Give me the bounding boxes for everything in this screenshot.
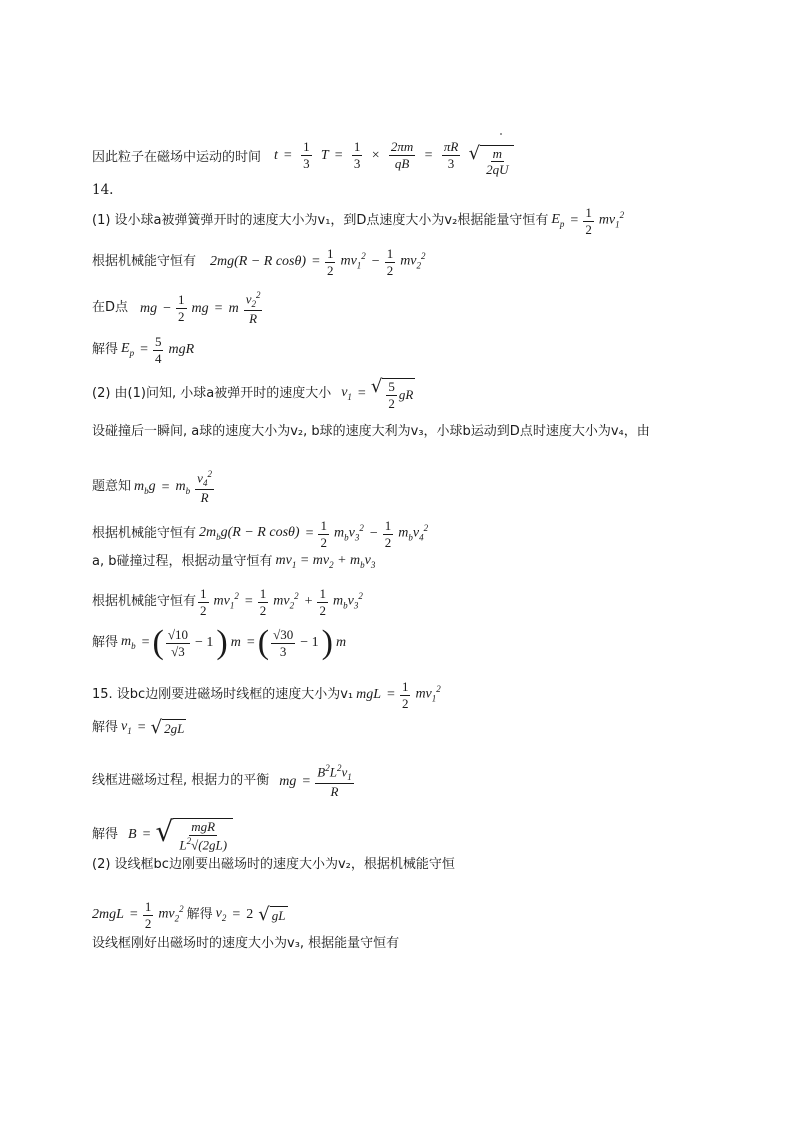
formula-render: t = $\frac{1}{3}$ T = $\frac{1}{3}$ × $\frac{2\pi m}{qB}$ = $\frac{\pi R}{3}$ √ $\frac{m}{2qU}$	[271, 140, 516, 177]
text: 线框进磁场过程, 根据力的平衡	[92, 773, 270, 789]
question-14-number	[92, 183, 754, 198]
text: 解得	[186, 906, 213, 922]
text: 解得	[92, 719, 119, 735]
text: 设碰撞后一瞬间, a球的速度大小为v₂, b球的速度大利为v₃，小球b运动到D点时速度大小为v₄，由	[92, 424, 650, 439]
scan-speck	[500, 133, 502, 135]
text: (1) 设小球a被弹簧弹开时的速度大小为v₁，到D点速度大小为v₂根据能量守恒有	[92, 212, 549, 228]
text: 因此粒子在磁场中运动的时间	[92, 150, 262, 166]
text: 在D点	[92, 300, 129, 316]
line-17	[92, 858, 754, 872]
text: 设线框刚好出磁场时的速度大小为v₃, 根据能量守恒有	[92, 936, 400, 951]
formula	[115, 1110, 430, 1111]
line-16: 解得 B = √ $\frac{\text{mgR}}{L^2√(2gL)}$	[92, 818, 754, 852]
line-19	[92, 937, 754, 951]
text: 15. 设bc边刚要进磁场时线框的速度大小为v₁	[92, 686, 354, 702]
text: a, b碰撞过程，根据动量守恒有	[92, 553, 273, 569]
line-3: 根据机械能守恒有 2mg(R − R cosθ) = $\frac{1}{2}$ $mv_1^2$ − $\frac{1}{2}$ $mv_2^2$	[92, 246, 426, 278]
line-4: 在D点 mg − $\frac{1}{2}$ mg = m $\frac{v_2^2}{R}$	[92, 290, 261, 327]
text: 根据机械能守恒有	[92, 525, 197, 541]
line-1	[92, 140, 754, 177]
text: 解得	[92, 826, 119, 842]
line-8: 题意知 $m_bg$ = $m_b$ $\frac{v_4^2}{R}$	[92, 469, 212, 506]
line-14: 解得 $v_1$ = √ 2gL	[92, 717, 185, 738]
line-11: 根据机械能守恒有 $\frac{1}{2}$ $mv_1^2$ = $\frac{1}{2}$ $mv_2^2$ + $\frac{1}{2}$ $m_bv_3^2$	[92, 586, 363, 618]
line-10: a, b碰撞过程，根据动量守恒有 $mv_1 = mv_2 + m_bv_3$	[92, 553, 376, 570]
line-15: 线框进磁场过程, 根据力的平衡 mg = $\frac{B^2L^2v_1}{R}$	[92, 763, 352, 800]
formula	[628, 1110, 738, 1111]
line-18: 2mgL = $\frac{1}{2}$ $mv_2^2$ 解得 $v_2$ = 2 √ gL	[92, 899, 286, 931]
text: 解得	[92, 634, 119, 650]
text: 根据机械能守恒有	[92, 593, 197, 609]
line-13: 15. 设bc边刚要进磁场时线框的速度大小为v₁ mgL = $\frac{1}{2}$ $mv_1^2$	[92, 679, 441, 711]
line-5: 解得 $E_p$ = $\frac{5}{4}$ mgR	[92, 334, 195, 366]
question-number: 14.	[92, 182, 114, 198]
line-12: 解得 $m_b$ = ( $\frac{√10}{√3}$ − 1 ) m = ( $\frac{√30}{3}$ − 1 ) m	[92, 624, 347, 661]
formula	[0, 1110, 110, 1111]
text: 题意知	[92, 479, 132, 495]
line-6: (2) 由(1)问知, 小球a被弹开时的速度大小 $v_1$ = √ $\frac{5}{2}$ gR	[92, 376, 414, 411]
line-9: 根据机械能守恒有 $2m_bg(R - R$ cosθ) = $\frac{1}{2}$ $m_bv_3^2$ − $\frac{1}{2}$ $m_bv_4^2$	[92, 518, 429, 550]
text: (2) 由(1)问知, 小球a被弹开时的速度大小	[92, 385, 332, 401]
line-7	[92, 425, 754, 439]
text: 解得	[92, 341, 119, 357]
text: 根据机械能守恒有	[92, 253, 197, 269]
line-2: (1) 设小球a被弹簧弹开时的速度大小为v₁，到D点速度大小为v₂根据能量守恒有 $E_p$ = $\frac{1}{2}$ $mv_1^2$	[92, 205, 625, 237]
formula	[435, 1110, 623, 1111]
text: (2) 设线框bc边刚要出磁场时的速度大小为v₂，根据机械能守恒	[92, 857, 455, 872]
